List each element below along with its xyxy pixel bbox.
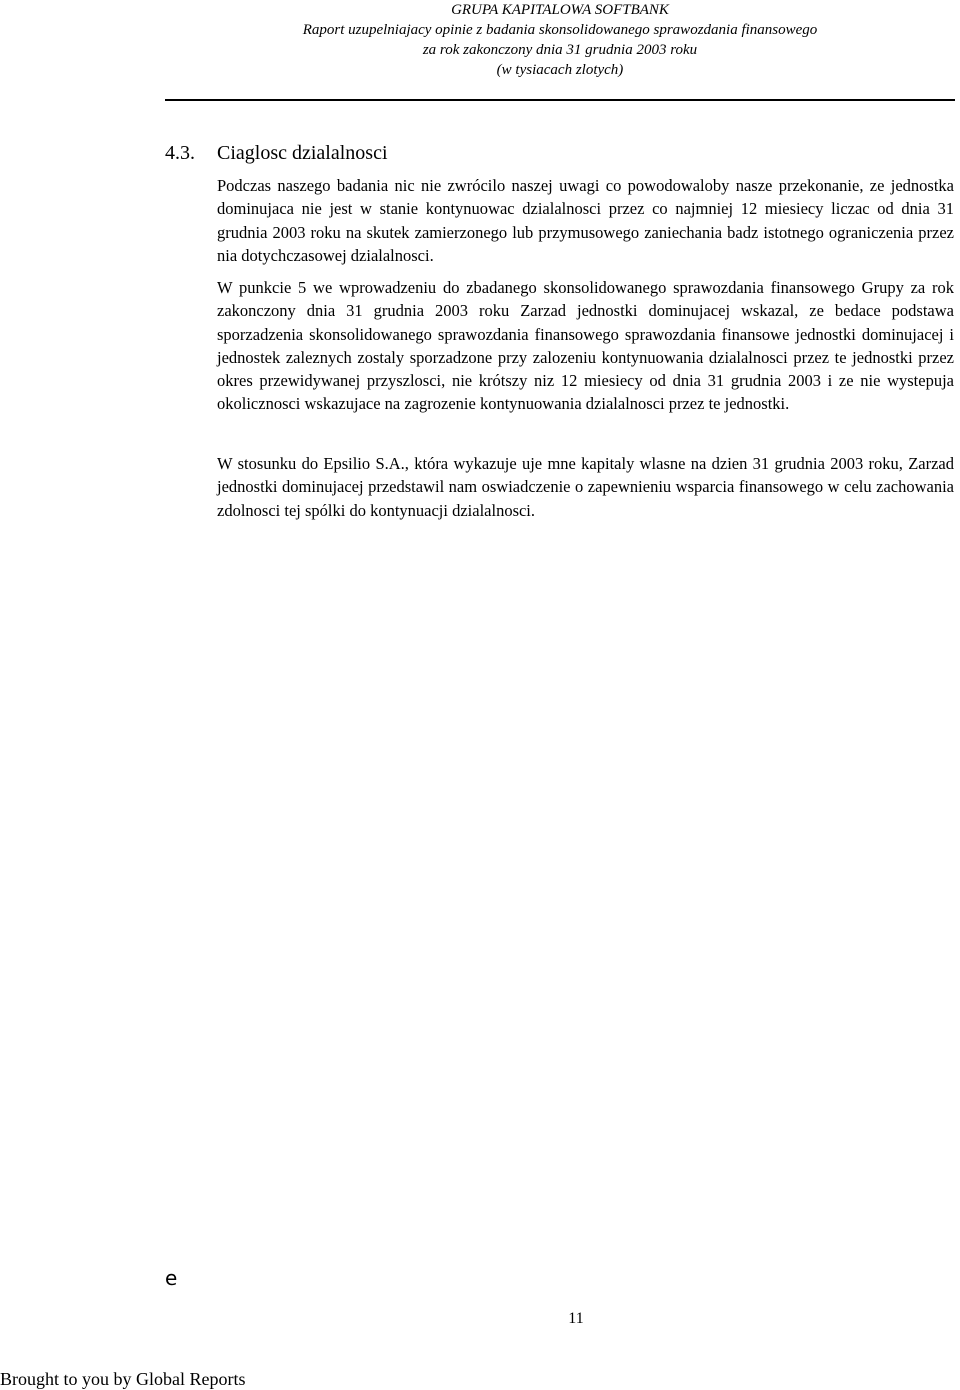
section-title: Ciaglosc dzialalnosci [217, 142, 388, 164]
paragraph-going-concern-opinion: Podczas naszego badania nic nie zwrócilo naszej uwagi co powodowaloby nasze przekonanie, ze jednostka dominujaca nie jest w stanie kontynuowac dzialalnosci przez co najmniej 12 miesiecy liczac od dnia 31 grudnia 2003 roku na skutek zamierzonego lub przymusowego zaniechania badz istotnego ograniczenia przez nia dotychczasowej dzialalnosci. [217, 176, 954, 265]
header-divider [165, 99, 955, 101]
paragraph-epsilio-support: W stosunku do Epsilio S.A., która wykazuje uje mne kapitaly wlasne na dzien 31 grudnia 2003 roku, Zarzad jednostki dominujacej przedstawil nam oswiadczenie o zapewnieniu wsparcia finansowego w celu zachowania zdolnosci tej spólki do kontynuacji dzialalnosci. [217, 454, 954, 520]
footer-credit: Brought to you by Global Reports [0, 1369, 246, 1389]
page-header [165, 0, 955, 80]
page-number: 11 [568, 1310, 584, 1327]
report-units: (w tysiacach zlotych) [496, 62, 624, 78]
report-title: Raport uzupelniajacy opinie z badania skonsolidowanego sprawozdania finansowego [302, 22, 818, 38]
section-heading [165, 140, 388, 166]
paragraph-management-statement: W punkcie 5 we wprowadzeniu do zbadanego skonsolidowanego sprawozdania finansowego Grupy za rok zakonczony dnia 31 grudnia 2003 roku Zarzad jednostki dominujacej wskazal, ze bedace podstawa sporzadzenia skonsolidowanego sprawozdania finansowego sprawozdania finansowe jednostki dominujacej i jednostek zaleznych zostaly sporzadzone przy zalozeniu kontynuowania dzialalnosci przez te jednostki przez okres przewidywanej przyszlosci, nie krótszy niz 12 miesiecy od dnia 31 grudnia 2003 i ze nie wystepuja okolicznosci wskazujace na zagrozenie kontynuowania dzialalnosci przez te jednostki. [217, 278, 954, 414]
company-name: GRUPA KAPITALOWA SOFTBANK [451, 2, 669, 18]
margin-mark: e [165, 1266, 178, 1290]
section-number: 4.3. [165, 142, 195, 164]
report-period: za rok zakonczony dnia 31 grudnia 2003 roku [422, 42, 698, 58]
